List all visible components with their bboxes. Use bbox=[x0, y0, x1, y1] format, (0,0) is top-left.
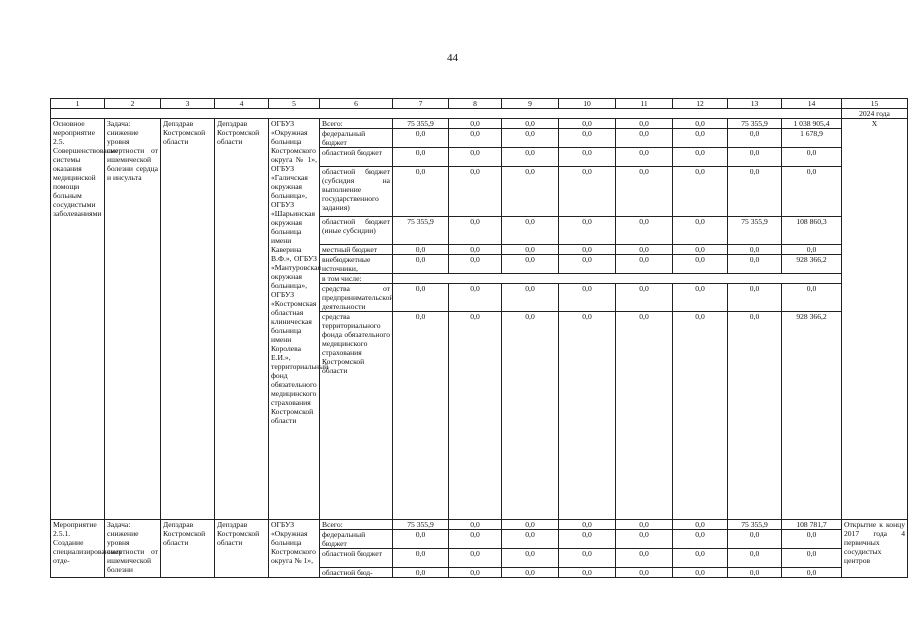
cell-col-3: Депздрав Костромской области bbox=[161, 119, 215, 520]
amount-cell: 0,0 bbox=[393, 284, 449, 312]
amount-cell: 0,0 bbox=[673, 119, 728, 129]
amount-cell: 0,0 bbox=[616, 217, 673, 245]
col-header: 4 bbox=[215, 99, 269, 109]
amount-cell: 0,0 bbox=[502, 255, 559, 274]
amount-cell: 0,0 bbox=[616, 568, 673, 578]
amount-cell: 0,0 bbox=[673, 568, 728, 578]
cell-col-4: Депздрав Костромской области bbox=[215, 119, 269, 520]
amount-cell: 0,0 bbox=[673, 549, 728, 568]
amount-cell: 0,0 bbox=[616, 255, 673, 274]
amount-cell: 0,0 bbox=[673, 217, 728, 245]
col-header: 9 bbox=[502, 99, 559, 109]
amount-cell: 0,0 bbox=[728, 167, 782, 217]
amount-cell: 0,0 bbox=[782, 549, 842, 568]
source-label: областной бюджет (иные субсидии) bbox=[320, 217, 393, 245]
amount-cell: 0,0 bbox=[559, 119, 616, 129]
amount-cell: 0,0 bbox=[393, 530, 449, 549]
col-header: 1 bbox=[51, 99, 105, 109]
amount-cell: 0,0 bbox=[502, 119, 559, 129]
amount-cell: 0,0 bbox=[449, 284, 502, 312]
source-label: областной бюджет bbox=[320, 549, 393, 568]
amount-cell: 0,0 bbox=[782, 284, 842, 312]
amount-cell: 0,0 bbox=[559, 129, 616, 148]
col-header: 7 bbox=[393, 99, 449, 109]
program-table bbox=[50, 98, 908, 578]
amount-cell: 0,0 bbox=[616, 245, 673, 255]
subheader-blank bbox=[393, 274, 842, 284]
amount-cell: 108 860,3 bbox=[782, 217, 842, 245]
amount-cell: 0,0 bbox=[782, 568, 842, 578]
table-row bbox=[51, 520, 908, 530]
amount-cell: 0,0 bbox=[502, 530, 559, 549]
amount-cell: 0,0 bbox=[673, 245, 728, 255]
cell-col-15: Открытие к концу 2017 года 4 первичных сосудистых центров bbox=[842, 520, 908, 578]
amount-cell: 0,0 bbox=[449, 217, 502, 245]
amount-cell: 0,0 bbox=[728, 312, 782, 520]
col-header: 11 bbox=[616, 99, 673, 109]
amount-cell: 928 366,2 bbox=[782, 255, 842, 274]
amount-cell: 1 038 905,4 bbox=[782, 119, 842, 129]
amount-cell: 75 355,9 bbox=[728, 119, 782, 129]
amount-cell: 0,0 bbox=[728, 255, 782, 274]
table-row bbox=[51, 119, 908, 129]
amount-cell: 0,0 bbox=[673, 129, 728, 148]
amount-cell: 0,0 bbox=[502, 284, 559, 312]
amount-cell: 0,0 bbox=[728, 568, 782, 578]
amount-cell: 75 355,9 bbox=[728, 217, 782, 245]
amount-cell: 0,0 bbox=[502, 217, 559, 245]
amount-cell: 0,0 bbox=[393, 129, 449, 148]
cell-col-1: Основное мероприятие 2.5. Совершенствование системы оказания медицинской помощи больным сосудистыми заболеваниями bbox=[51, 119, 105, 520]
cell-col-5: ОГБУЗ «Окружная больница Костромского округа № 1», ОГБУЗ «Галичская окружная больница», ОГБУЗ «Шарьинская окружная больница имени Каверина В.Ф.», ОГБУЗ «Мантуровская окружная больница», ОГБУЗ «Костромская областная клиническая больница имени Королева Е.И.», территориальный фонд обязательного медицинского страхования Костромской области bbox=[269, 119, 320, 520]
cell-col-15: Х bbox=[842, 119, 908, 520]
amount-cell: 75 355,9 bbox=[393, 217, 449, 245]
amount-cell: 0,0 bbox=[502, 167, 559, 217]
amount-cell: 0,0 bbox=[502, 549, 559, 568]
amount-cell: 0,0 bbox=[616, 284, 673, 312]
source-label: областной бюджет bbox=[320, 148, 393, 167]
amount-cell: 0,0 bbox=[559, 167, 616, 217]
amount-cell: 0,0 bbox=[673, 312, 728, 520]
amount-cell: 0,0 bbox=[616, 520, 673, 530]
amount-cell: 0,0 bbox=[559, 549, 616, 568]
amount-cell: 108 781,7 bbox=[782, 520, 842, 530]
amount-cell: 75 355,9 bbox=[393, 119, 449, 129]
amount-cell: 0,0 bbox=[502, 520, 559, 530]
source-label: местный бюджет bbox=[320, 245, 393, 255]
source-label: средства территориального фонда обязательного медицинского страхования Костромской области bbox=[320, 312, 393, 520]
amount-cell: 0,0 bbox=[449, 119, 502, 129]
amount-cell: 0,0 bbox=[393, 167, 449, 217]
amount-cell: 0,0 bbox=[502, 568, 559, 578]
col-header: 15 bbox=[842, 99, 908, 109]
amount-cell: 0,0 bbox=[559, 568, 616, 578]
amount-cell: 0,0 bbox=[616, 549, 673, 568]
amount-cell: 0,0 bbox=[502, 129, 559, 148]
amount-cell: 0,0 bbox=[393, 312, 449, 520]
amount-cell: 0,0 bbox=[449, 167, 502, 217]
amount-cell: 0,0 bbox=[616, 530, 673, 549]
amount-cell: 0,0 bbox=[393, 568, 449, 578]
amount-cell: 0,0 bbox=[728, 148, 782, 167]
amount-cell: 0,0 bbox=[673, 148, 728, 167]
cell-col-2: Задача: снижение уровня смертности от ишемической болезни сердца и инсульта bbox=[105, 119, 161, 520]
cell-col-3: Депздрав Костромской области bbox=[161, 520, 215, 578]
amount-cell: 75 355,9 bbox=[728, 520, 782, 530]
amount-cell: 0,0 bbox=[449, 255, 502, 274]
source-label: Всего: bbox=[320, 119, 393, 129]
col-header: 8 bbox=[449, 99, 502, 109]
amount-cell: 0,0 bbox=[559, 255, 616, 274]
amount-cell: 0,0 bbox=[449, 549, 502, 568]
amount-cell: 0,0 bbox=[393, 255, 449, 274]
source-label: внебюджетные источники, bbox=[320, 255, 393, 274]
amount-cell: 0,0 bbox=[393, 549, 449, 568]
amount-cell: 0,0 bbox=[728, 549, 782, 568]
amount-cell: 0,0 bbox=[449, 129, 502, 148]
source-label: федеральный бюджет bbox=[320, 530, 393, 549]
amount-cell: 0,0 bbox=[449, 245, 502, 255]
amount-cell: 0,0 bbox=[728, 284, 782, 312]
amount-cell: 0,0 bbox=[782, 245, 842, 255]
source-label: федеральный бюджет bbox=[320, 129, 393, 148]
amount-cell: 0,0 bbox=[782, 148, 842, 167]
source-label: средства от предпринимательской деятельности bbox=[320, 284, 393, 312]
amount-cell: 0,0 bbox=[559, 245, 616, 255]
col-header: 2 bbox=[105, 99, 161, 109]
amount-cell: 0,0 bbox=[559, 530, 616, 549]
amount-cell: 0,0 bbox=[616, 167, 673, 217]
year-header: 2024 года bbox=[842, 109, 908, 119]
col-header: 13 bbox=[728, 99, 782, 109]
amount-cell: 0,0 bbox=[393, 148, 449, 167]
amount-cell: 0,0 bbox=[673, 167, 728, 217]
source-label: областной бюджет (субсидия на выполнение государственного задания) bbox=[320, 167, 393, 217]
year-row-spacer bbox=[51, 109, 842, 119]
col-header: 5 bbox=[269, 99, 320, 109]
col-header: 3 bbox=[161, 99, 215, 109]
amount-cell: 0,0 bbox=[616, 129, 673, 148]
source-label: областной бюд- bbox=[320, 568, 393, 578]
amount-cell: 0,0 bbox=[502, 312, 559, 520]
cell-col-1: Мероприятие 2.5.1. Создание специализированных отде- bbox=[51, 520, 105, 578]
amount-cell: 0,0 bbox=[673, 284, 728, 312]
col-header: 14 bbox=[782, 99, 842, 109]
cell-col-4: Депздрав Костромской области bbox=[215, 520, 269, 578]
amount-cell: 0,0 bbox=[559, 148, 616, 167]
column-number-row bbox=[51, 99, 908, 109]
amount-cell: 0,0 bbox=[502, 245, 559, 255]
cell-col-5: ОГБУЗ «Окружная больница Костромского округа № 1», bbox=[269, 520, 320, 578]
table-body bbox=[51, 99, 908, 578]
amount-cell: 0,0 bbox=[559, 312, 616, 520]
amount-cell: 0,0 bbox=[449, 530, 502, 549]
amount-cell: 0,0 bbox=[728, 245, 782, 255]
amount-cell: 0,0 bbox=[673, 255, 728, 274]
amount-cell: 0,0 bbox=[559, 520, 616, 530]
amount-cell: 0,0 bbox=[559, 217, 616, 245]
year-row bbox=[51, 109, 908, 119]
subheader-label: в том числе: bbox=[320, 274, 393, 284]
col-header: 12 bbox=[673, 99, 728, 109]
cell-col-2: Задача: снижение уровня смертности от ишемической болезни bbox=[105, 520, 161, 578]
amount-cell: 0,0 bbox=[673, 530, 728, 549]
col-header: 6 bbox=[320, 99, 393, 109]
amount-cell: 0,0 bbox=[616, 312, 673, 520]
amount-cell: 0,0 bbox=[673, 520, 728, 530]
amount-cell: 0,0 bbox=[449, 148, 502, 167]
amount-cell: 0,0 bbox=[449, 568, 502, 578]
amount-cell: 0,0 bbox=[393, 245, 449, 255]
col-header: 10 bbox=[559, 99, 616, 109]
amount-cell: 75 355,9 bbox=[393, 520, 449, 530]
amount-cell: 0,0 bbox=[559, 284, 616, 312]
source-label: Всего: bbox=[320, 520, 393, 530]
amount-cell: 0,0 bbox=[782, 167, 842, 217]
amount-cell: 0,0 bbox=[616, 148, 673, 167]
amount-cell: 0,0 bbox=[616, 119, 673, 129]
amount-cell: 0,0 bbox=[782, 530, 842, 549]
amount-cell: 928 366,2 bbox=[782, 312, 842, 520]
amount-cell: 0,0 bbox=[449, 520, 502, 530]
amount-cell: 0,0 bbox=[728, 129, 782, 148]
amount-cell: 0,0 bbox=[449, 312, 502, 520]
amount-cell: 1 678,9 bbox=[782, 129, 842, 148]
amount-cell: 0,0 bbox=[728, 530, 782, 549]
page-number: 44 bbox=[447, 52, 458, 64]
amount-cell: 0,0 bbox=[502, 148, 559, 167]
